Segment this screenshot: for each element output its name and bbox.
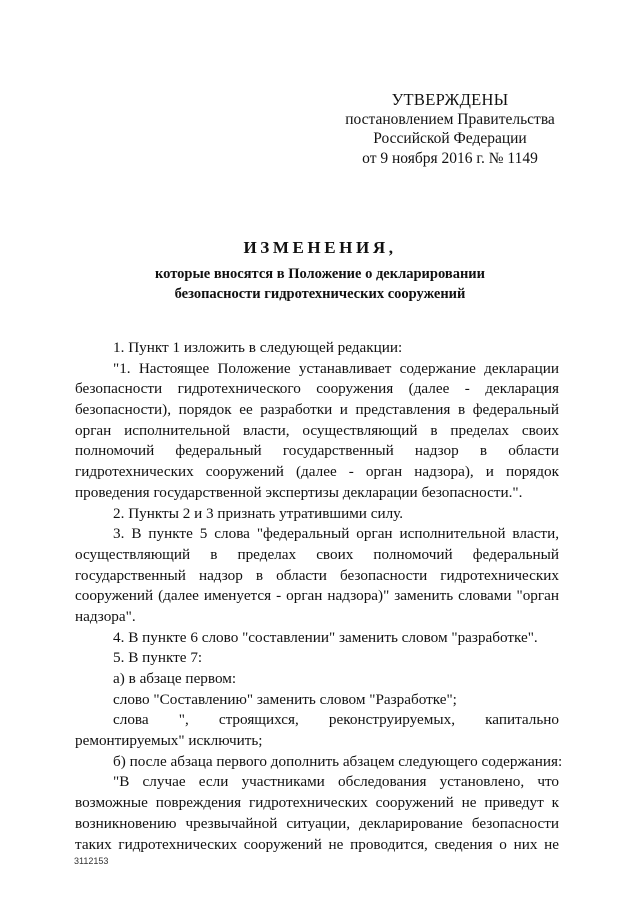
body-line: государственный надзор в области безопасности гидротехнических [75,566,559,584]
approval-line-1: постановлением Правительства [345,110,555,128]
body-line: орган исполнительной власти, осуществляющий в пределах своих [75,421,559,439]
approval-line-3: от 9 ноября 2016 г. № 1149 [362,149,538,167]
subtitle-line-1: которые вносятся в Положение о декларировании [154,266,486,282]
body-line: осуществляющий в пределах своих полномочий федеральный [75,545,559,563]
body-line: 1. Пункт 1 изложить в следующей редакции: [113,339,403,356]
body-line: 2. Пункты 2 и 3 признать утратившими силу. [113,504,404,522]
document-body [75,338,563,855]
body-line: сооружений (далее именуется - орган надзора)" заменить словами "орган [75,587,559,605]
approval-line-2: Российской Федерации [373,130,527,147]
body-line: слово "Составлению" заменить словом "Разработке"; [113,690,457,708]
body-line: полномочий федеральный государственный надзор в области [75,442,559,460]
subtitle-line-2: безопасности гидротехнических сооружений [174,286,466,302]
body-line: безопасности гидротехнического сооружения (далее - декларация [75,380,559,398]
body-line: надзора". [75,607,136,625]
body-line: "В случае если участниками обследования установлено, что [113,773,559,791]
body-line: безопасности), порядок ее разработки и представления в федеральный [75,401,559,419]
body-line: слова ", строящихся, реконструируемых, капитально [113,711,559,729]
approval-heading: УТВЕРЖДЕНЫ [391,90,509,109]
approval-block [330,90,570,168]
body-line: таких гидротехнических сооружений не проводится, сведения о них не [75,835,559,853]
body-line: а) в абзаце первом: [113,670,237,687]
footer-code: 3112153 [74,856,109,866]
body-line: 5. В пункте 7: [113,649,203,667]
document-subtitle [0,264,640,304]
body-line: ремонтируемых" исключить; [75,732,263,750]
body-line: гидротехнических сооружений (далее - орган надзора), и порядок [75,463,559,481]
body-line: возникновению чрезвычайной ситуации, декларирование безопасности [75,814,559,832]
body-line: возможные повреждения гидротехнических сооружений не приведут к [75,794,559,812]
body-line: 3. В пункте 5 слова "федеральный орган исполнительной власти, [113,525,559,543]
body-line: 4. В пункте 6 слово "составлении" заменить словом "разработке". [113,628,538,646]
document-title: ИЗМЕНЕНИЯ, [243,238,397,257]
body-line: проведения государственной экспертизы декларации безопасности.". [75,483,523,501]
body-line: "1. Настоящее Положение устанавливает содержание декларации [113,359,559,377]
body-line: б) после абзаца первого дополнить абзацем следующего содержания: [113,752,563,770]
